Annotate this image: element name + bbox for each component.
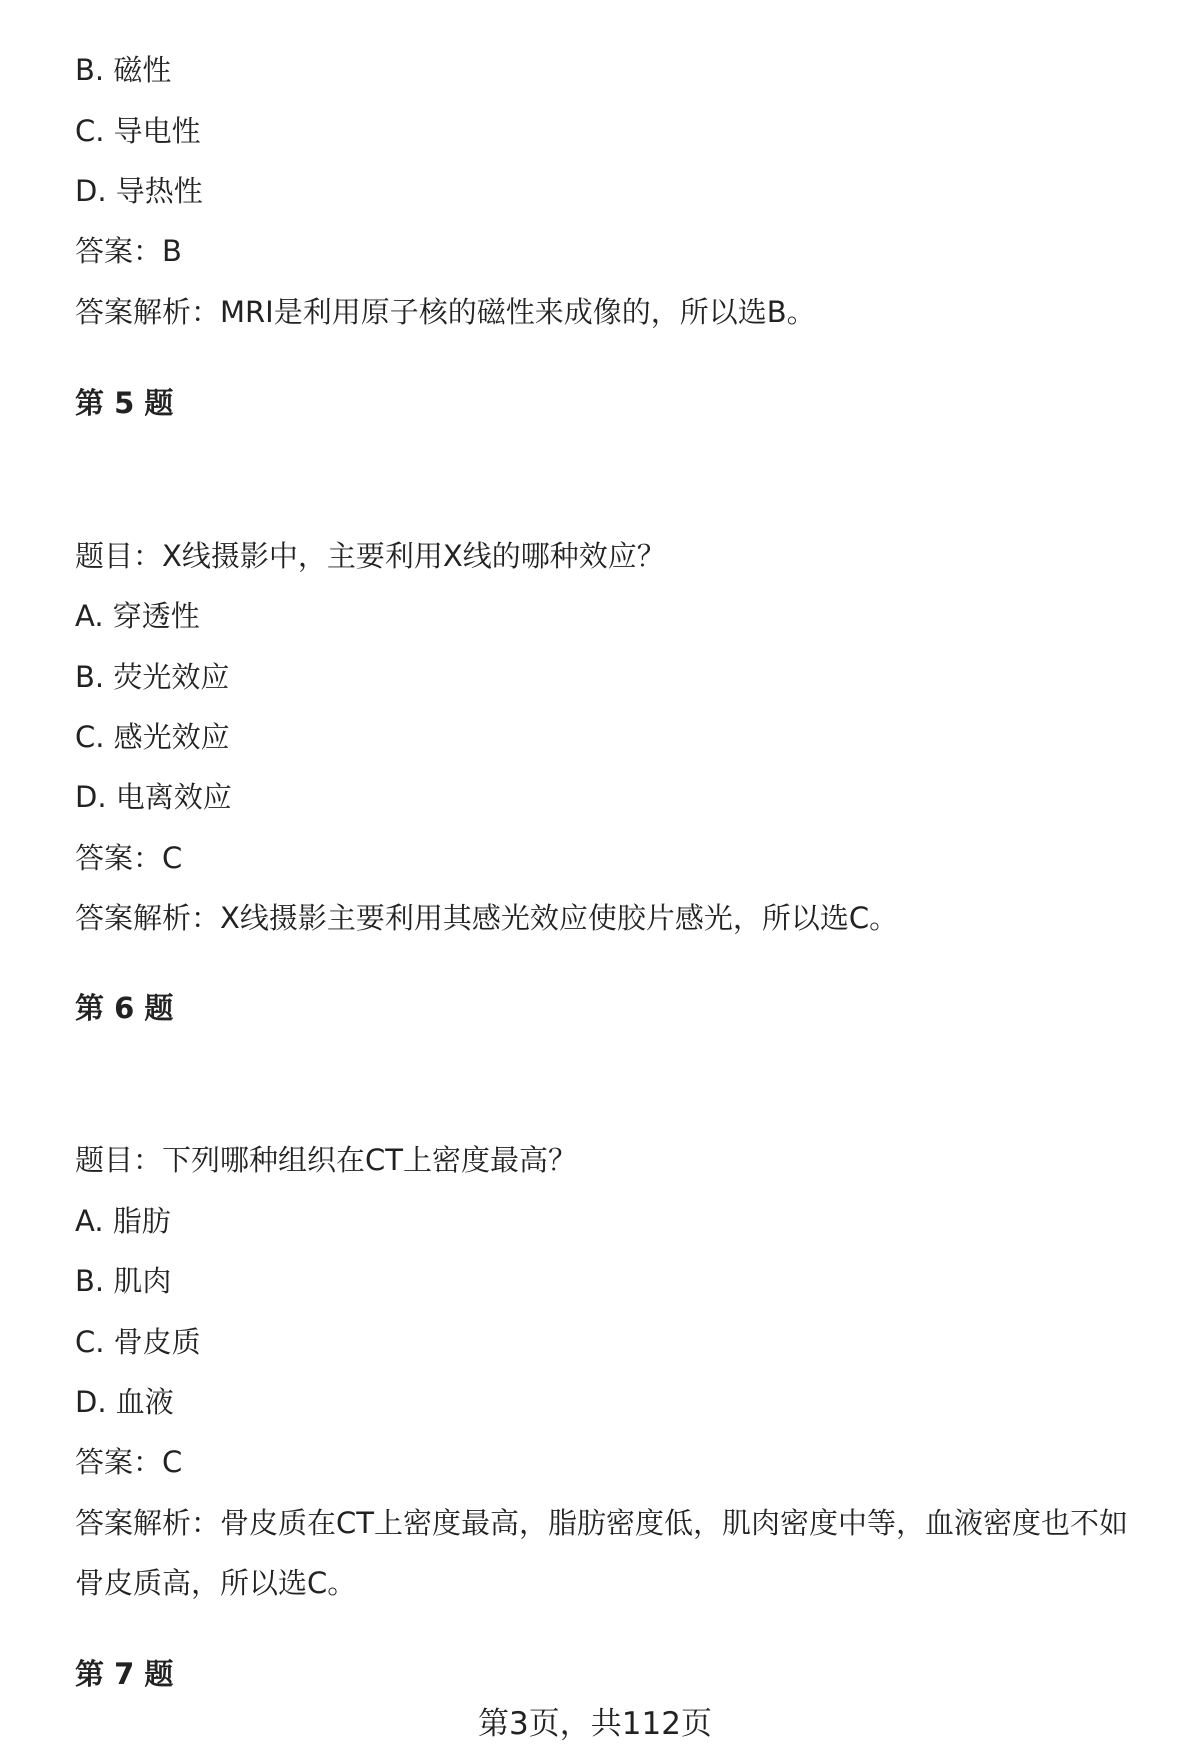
q4-option-c: C. 导电性	[75, 114, 201, 148]
q6-question: 题目：下列哪种组织在CT上密度最高？	[75, 1143, 577, 1177]
q5-option-c: C. 感光效应	[75, 720, 230, 754]
q6-option-a: A. 脂肪	[75, 1204, 171, 1238]
q6-option-c: C. 骨皮质	[75, 1325, 201, 1359]
q6-explanation-line1: 答案解析：骨皮质在CT上密度最高，脂肪密度低，肌肉密度中等，血液密度也不如	[75, 1506, 1128, 1540]
q5-heading: 第 5 题	[75, 386, 174, 420]
q6-option-b: B. 肌肉	[75, 1264, 172, 1298]
q5-question: 题目：X线摄影中，主要利用X线的哪种效应？	[75, 539, 666, 573]
q5-option-b: B. 荧光效应	[75, 660, 230, 694]
q6-option-d: D. 血液	[75, 1385, 174, 1419]
q4-option-b: B. 磁性	[75, 53, 172, 87]
q5-explanation: 答案解析：X线摄影主要利用其感光效应使胶片感光，所以选C。	[75, 901, 899, 935]
q6-explanation-line2: 骨皮质高，所以选C。	[75, 1566, 357, 1600]
q7-heading: 第 7 题	[75, 1657, 174, 1691]
page-footer: 第3页，共112页	[478, 1706, 712, 1742]
q4-answer: 答案：B	[75, 234, 182, 268]
q5-option-a: A. 穿透性	[75, 599, 200, 633]
q5-option-d: D. 电离效应	[75, 780, 232, 814]
q5-answer: 答案：C	[75, 841, 183, 875]
q4-option-d: D. 导热性	[75, 174, 203, 208]
q6-answer: 答案：C	[75, 1445, 183, 1479]
q4-explanation: 答案解析：MRI是利用原子核的磁性来成像的，所以选B。	[75, 295, 816, 329]
q6-heading: 第 6 题	[75, 991, 174, 1025]
